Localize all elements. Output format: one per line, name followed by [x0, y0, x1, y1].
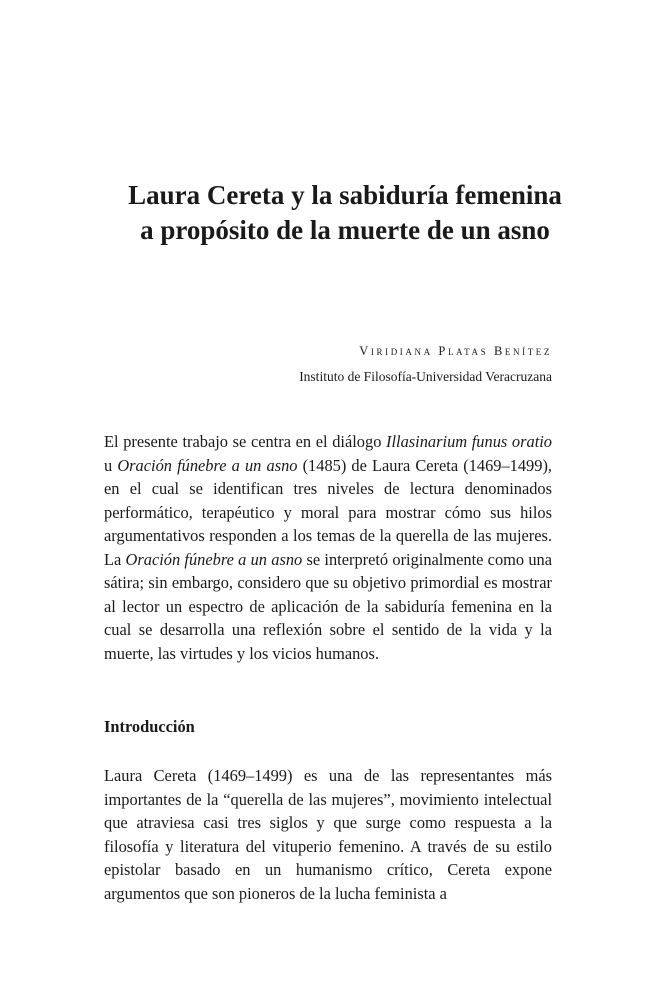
- article-title-line-2: a propósito de la muerte de un asno: [140, 215, 550, 245]
- abstract-text-2: u: [104, 455, 118, 475]
- abstract-text-4: se interpretó originalmente como una sátira; sin embargo, considero que su objetivo primordial es mostrar al lector un espectro de aplicación de la sabiduría femenina en la cual se desarrolla una reflexión sobre el sentido de la vida y la muerte, las virtudes y los vicios humanos.: [104, 549, 553, 663]
- abstract-italic-title-spanish: Oración fúnebre a un asno: [117, 455, 298, 475]
- author-name: Viridiana Platas Benítez: [359, 344, 552, 358]
- intro-paragraph: Laura Cereta (1469–1499) es una de las representantes más importantes de la “querella de las mujeres”, movimiento intelectual que atraviesa casi tres siglos y que surge como respuesta a la filosofía y literatura del vituperio femenino. A través de su estilo epistolar basado en un humanismo crítico, Cereta expone argumentos que son pioneros de la lucha feminista a: [104, 766, 552, 903]
- article-title-line-1: Laura Cereta y la sabiduría femenina: [128, 180, 562, 210]
- section-heading-introduccion: Introducción: [104, 717, 195, 736]
- abstract-text-1: El presente trabajo se centra en el diálogo: [104, 432, 387, 451]
- article-title: [100, 178, 590, 248]
- abstract-text-3: (1485) de Laura Cereta (1469–1499), en el cual se identifican tres niveles de lectura denominados performático, terapéutico y moral para mostrar cómo sus hilos argumentativos responden a los temas de la querella de las mujeres. La: [104, 455, 553, 569]
- abstract-paragraph: [104, 430, 552, 665]
- abstract-italic-title-spanish-2: Oración fúnebre a un asno: [125, 549, 303, 569]
- abstract-italic-title-latin: Illasinarium funus oratio: [386, 432, 552, 451]
- author-affiliation: Instituto de Filosofía-Universidad Veracruzana: [299, 369, 552, 384]
